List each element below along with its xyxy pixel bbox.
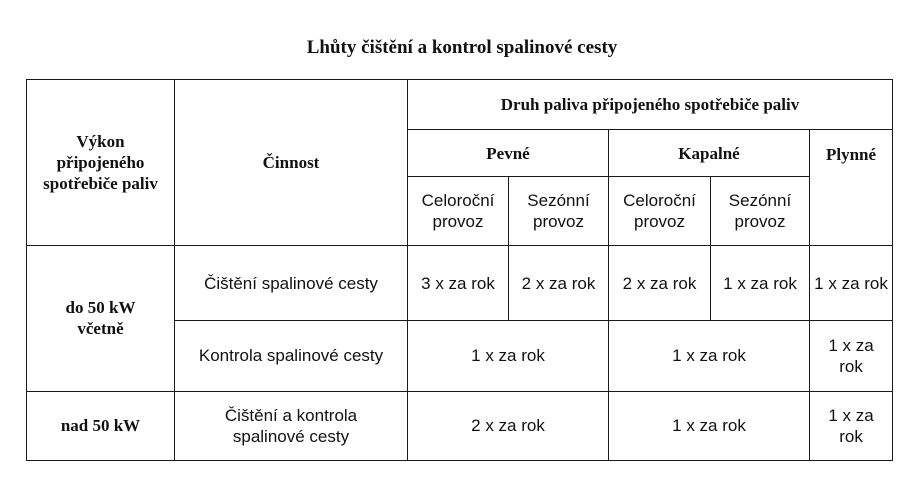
value-liquid-inspection: 1 x za rok xyxy=(609,321,810,391)
activity-cleaning: Čištění spalinové cesty xyxy=(175,245,408,320)
value-liquid-over-50: 1 x za rok xyxy=(609,391,810,460)
value-gas-inspection: 1 x za rok xyxy=(810,321,893,391)
cleaning-intervals-table xyxy=(26,79,893,461)
header-solid: Pevné xyxy=(408,130,609,177)
value-solid-inspection: 1 x za rok xyxy=(408,321,609,391)
header-fuel-type: Druh paliva připojeného spotřebiče paliv xyxy=(408,80,893,130)
row-power-up-to-50: do 50 kW včetně xyxy=(27,245,175,391)
table-title: Lhůty čištění a kontrol spalinové cesty xyxy=(306,37,618,58)
header-solid-seasonal: Sezónní provoz xyxy=(509,177,609,245)
header-activity: Činnost xyxy=(175,80,408,246)
header-liquid-seasonal: Sezónní provoz xyxy=(711,177,810,245)
header-liquid-year-round: Celoroční provoz xyxy=(609,177,711,245)
activity-inspection: Kontrola spalinové cesty xyxy=(175,321,408,391)
value-gas-over-50: 1 x za rok xyxy=(810,391,893,460)
value-liquid-year-round: 2 x za rok xyxy=(609,245,711,320)
activity-cleaning-and-inspection: Čištění a kontrola spalinové cesty xyxy=(175,391,408,460)
row-power-over-50: nad 50 kW xyxy=(27,391,175,460)
header-gas: Plynné xyxy=(810,130,893,246)
header-liquid: Kapalné xyxy=(609,130,810,177)
header-solid-year-round: Celoroční provoz xyxy=(408,177,509,245)
value-liquid-seasonal: 1 x za rok xyxy=(711,245,810,320)
value-solid-seasonal: 2 x za rok xyxy=(509,245,609,320)
value-gas-cleaning: 1 x za rok xyxy=(810,245,893,320)
header-power: Výkon připojeného spotřebiče paliv xyxy=(27,80,175,246)
value-solid-year-round: 3 x za rok xyxy=(408,245,509,320)
value-solid-over-50: 2 x za rok xyxy=(408,391,609,460)
